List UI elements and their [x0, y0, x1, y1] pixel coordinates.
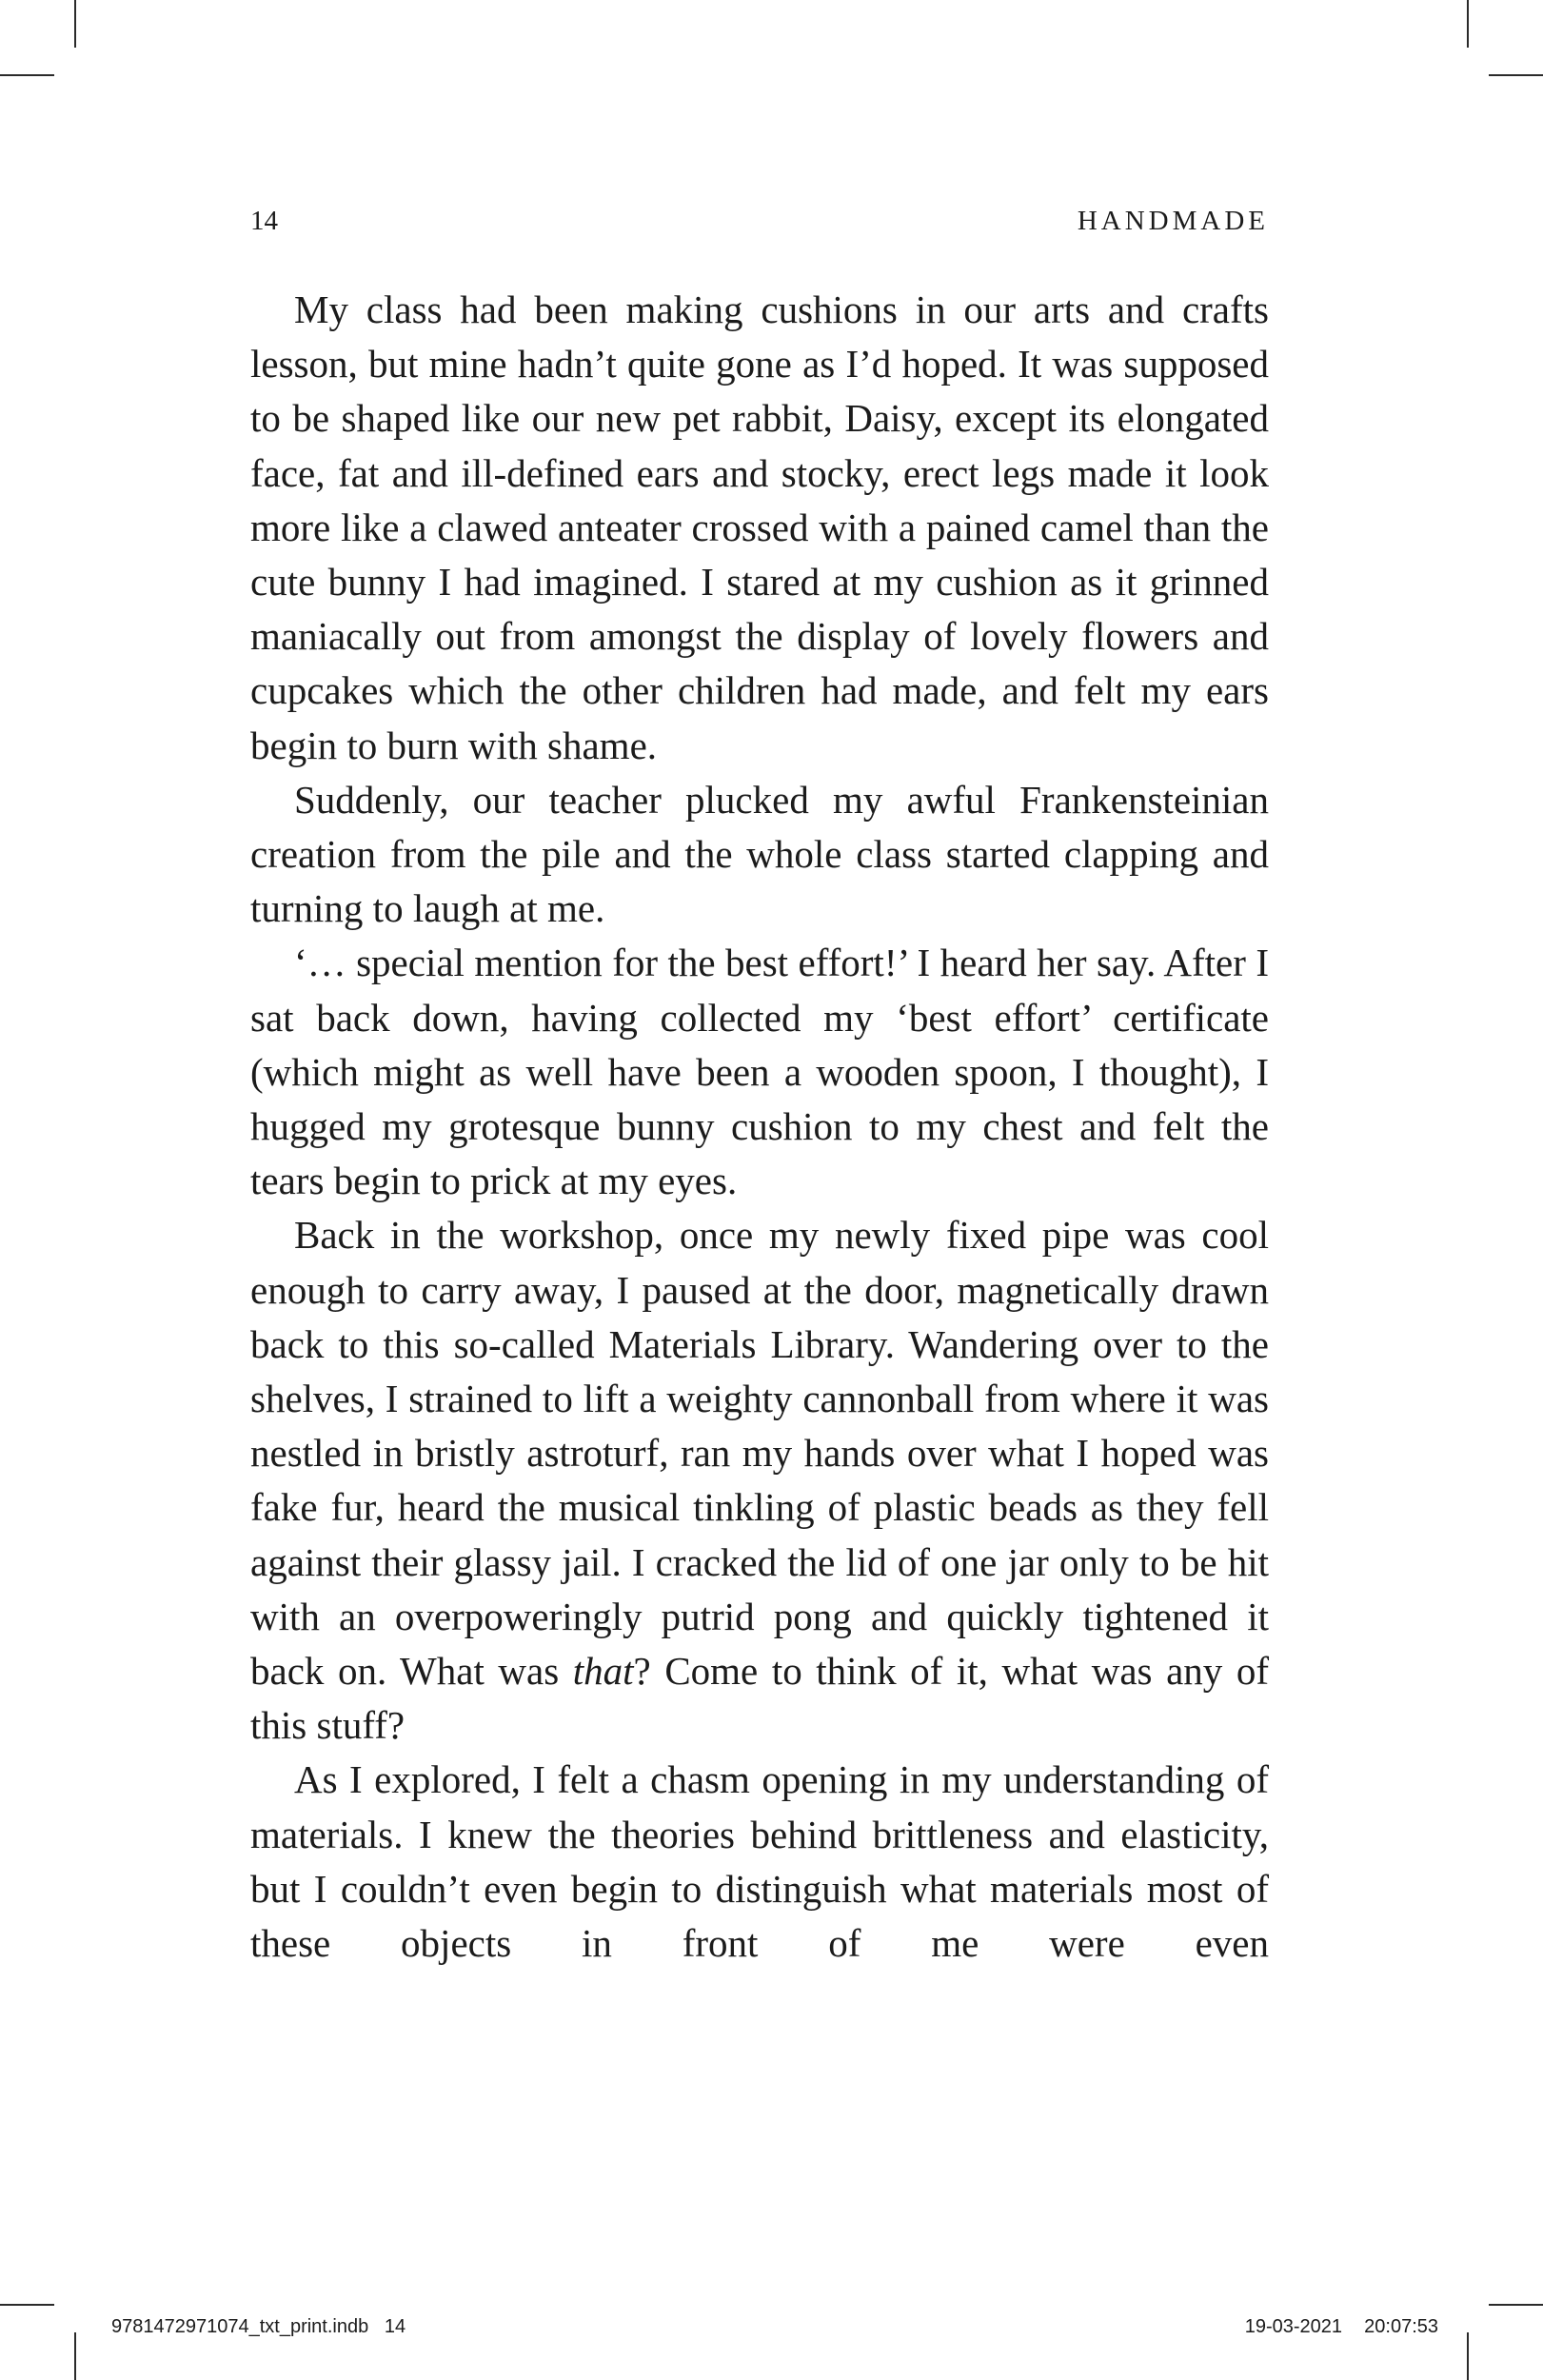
crop-mark-top-right-vertical	[1467, 0, 1469, 48]
slug-date: 19-03-2021	[1244, 2316, 1343, 2337]
paragraph-1: My class had been making cushions in our arts and crafts lesson, but mine hadn’t quite gone as I’d hoped. It was supposed to be shaped like our new pet rabbit, Daisy, except its elongated face, fat and ill-defined ears and stocky, erect legs made it look more like a clawed anteater crossed with a pained camel than the cute bunny I had imagined. I stared at my cushion as it grinned maniacally out from amongst the display of lovely flowers and cupcakes which the other children had made, and felt my ears begin to burn with shame.	[250, 288, 1269, 767]
paragraph-3: ‘… special mention for the best effort!’ I heard her say. After I sat back down, having collected my ‘best effort’ certificate (which might as well have been a wooden spoon, I thought), I hugged my grotesque bunny cushion to my chest and felt the tears begin to prick at my eyes.	[250, 941, 1269, 1203]
paragraph-4-emphasis: that	[572, 1649, 634, 1694]
crop-mark-bottom-right-horizontal	[1489, 2304, 1543, 2306]
paragraph-4-text-before: Back in the workshop, once my newly fixed pipe was cool enough to carry away, I paused at the door, magnetically drawn back to this so-called Materials Library. Wandering over to the shelves, I strained to lift a weighty cannonball from where it was nestled in bristly astroturf, ran my hands over what I hoped was fake fur, heard the musical tinkling of plastic beads as they fell against their glassy jail. I cracked the lid of one jar only to be hit with an overpoweringly putrid pong and quickly tightened it back on. What was	[250, 1213, 1269, 1694]
paragraph-4	[250, 1208, 1269, 1753]
slug-file-name	[111, 2316, 406, 2338]
crop-mark-top-right-horizontal	[1489, 74, 1543, 76]
crop-mark-top-left-vertical	[74, 0, 76, 48]
slug-time: 20:07:53	[1364, 2316, 1438, 2337]
slug-timestamp	[1245, 2316, 1438, 2338]
book-title: HANDMADE	[1077, 206, 1269, 236]
paragraph-5: As I explored, I felt a chasm opening in my understanding of materials. I knew the theories behind brittleness and elasticity, but I couldn’t even begin to distinguish what materials most of these objects in front of me were even	[250, 1757, 1269, 1966]
body-text	[250, 283, 1269, 1971]
crop-mark-bottom-right-vertical	[1467, 2332, 1469, 2380]
crop-mark-bottom-left-vertical	[74, 2332, 76, 2380]
paragraph-4-text-after: ? Come to think of it, what was any of this stuff?	[250, 1649, 1269, 1748]
crop-mark-top-left-horizontal	[0, 74, 54, 76]
running-head	[250, 206, 1269, 244]
slug-file-name-text: 9781472971074_txt_print.indb 14	[111, 2316, 406, 2337]
page-number: 14	[250, 206, 278, 236]
crop-mark-bottom-left-horizontal	[0, 2304, 54, 2306]
paragraph-2: Suddenly, our teacher plucked my awful Frankensteinian creation from the pile and the whole class started clapping and turning to laugh at me.	[250, 777, 1269, 931]
